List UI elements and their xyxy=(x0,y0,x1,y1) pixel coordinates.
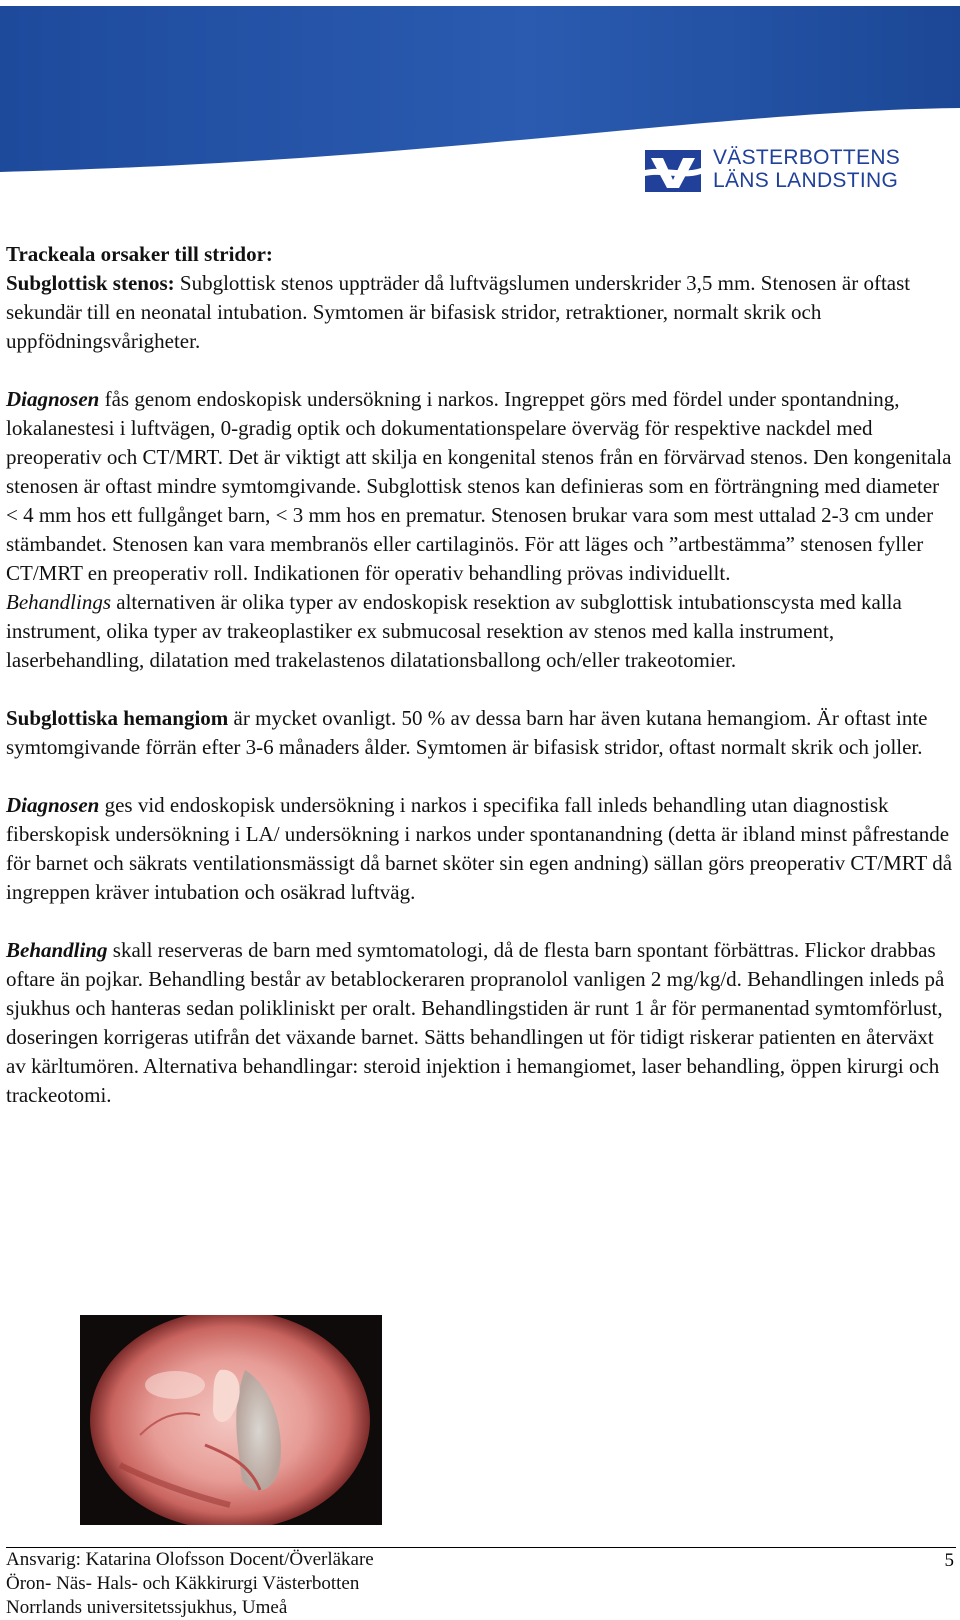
page-number: 5 xyxy=(944,1550,954,1571)
vasterbotten-logo xyxy=(645,146,905,194)
term-diagnosen: Diagnosen xyxy=(6,793,100,817)
term-behandlings: Behandlings xyxy=(6,590,111,614)
paragraph-text: är mycket ovanligt. 50 % av dessa barn har även kutana hemangiom. Är oftast inte symtomgivande förrän efter 3-6 månaders ålder. Symtomen är bifasisk stridor, oftast normalt skrik och joller. xyxy=(6,706,928,759)
logo-line-1: VÄSTERBOTTENS xyxy=(713,146,901,169)
footer-hospital: Norrlands universitetssjukhus, Umeå xyxy=(6,1597,288,1618)
footer-department: Öron- Näs- Hals- och Käkkirurgi Västerbotten xyxy=(6,1573,360,1594)
term-behandling: Behandling xyxy=(6,938,108,962)
logo-text xyxy=(713,146,900,192)
paragraph-diagnosen-hemangiom xyxy=(6,791,956,907)
paragraph-hemangiom xyxy=(6,704,956,762)
section-heading xyxy=(6,240,956,269)
paragraph-behandlings xyxy=(6,588,956,675)
term-subglottisk-stenos: Subglottisk stenos: xyxy=(6,271,175,295)
paragraph-text: fås genom endoskopisk undersökning i narkos. Ingreppet görs med fördel under spontandning, lokalanestesi i luftvägen, 0-gradig optik och dokumentationspelare överväg för respektive nackdel med preoperativ och CT/MRT. Det är viktigt att skilja en kongenital stenos från en förvärvad stenos. Den kongenitala stenosen är oftast mindre symtomgivande. Subglottisk stenos kan definieras som en förträngning med diameter < 4 mm hos ett fullgånget barn, < 3 mm hos en prematur. Stenosen brukar vara som mest uttalad 2-3 cm under stämbandet. Stenosen kan vara membranös eller cartilaginös. För att läges och ”artbestämma” stenosen fyller CT/MRT en preoperativ roll. Indikationen för operativ behandling prövas individuellt. xyxy=(6,387,952,585)
logo-line-2: LÄNS LANDSTING xyxy=(713,169,899,192)
paragraph-subglottisk-stenos xyxy=(6,269,956,356)
term-diagnosen: Diagnosen xyxy=(6,387,100,411)
paragraph-text: ges vid endoskopisk undersökning i narkos i specifika fall inleds behandling utan diagnostisk fiberskopisk undersökning i LA/ undersökning i narkos under spontanandning (detta är ibland minst påfrestande för barnet och säkrats ventilationsmässigt då barnet sköter sin egen andning) sällan görs preoperativ CT/MRT då ingreppen kräver intubation och osäkrad luftväg. xyxy=(6,793,953,904)
paragraph-text: alternativen är olika typer av endoskopisk resektion av subglottisk intubationscysta med kalla instrument, olika typer av trakeoplastiker ex submucosal resektion av stenos med kalla instrument, laserbehandling, dilatation med trakelastenos dilatationsballong och/eller trakeotomier. xyxy=(6,590,902,672)
page-footer xyxy=(6,1548,956,1620)
paragraph-diagnosen-stenos xyxy=(6,385,956,588)
paragraph-behandling xyxy=(6,936,956,1110)
footer-responsible: Ansvarig: Katarina Olofsson Docent/Överläkare xyxy=(6,1549,374,1570)
paragraph-text: skall reserveras de barn med symtomatologi, då de flesta barn spontant förbättras. Flickor drabbas oftare än pojkar. Behandling består av betablockeraren propranolol vanligen 2 mg/kg/d. Behandlingen inleds på sjukhus och hanteras sedan polikliniskt per oralt. Behandlingstiden är runt 1 år för permanentad symtomförlust, doseringen korrigeras utifrån det växande barnet. Sätts behandlingen ut för tidigt riskerar patienten en återväxt av kärltumören. Alternativa behandlingar: steroid injektion i hemangiomet, laser behandling, öppen kirurgi och trackeotomi. xyxy=(6,938,945,1107)
term-subglottiska-hemangiom: Subglottiska hemangiom xyxy=(6,706,229,730)
paragraph-text: Subglottisk stenos uppträder då luftvägslumen underskrider 3,5 mm. Stenosen är oftast sekundär till en neonatal intubation. Symtomen är bifasisk stridor, retraktioner, normalt skrik och uppfödningsvårigheter. xyxy=(6,271,911,353)
heading-text: Trackeala orsaker till stridor: xyxy=(6,242,273,266)
logo-mark-icon xyxy=(645,150,701,192)
endoscopic-photo xyxy=(80,1315,382,1525)
document-body xyxy=(6,240,956,1110)
